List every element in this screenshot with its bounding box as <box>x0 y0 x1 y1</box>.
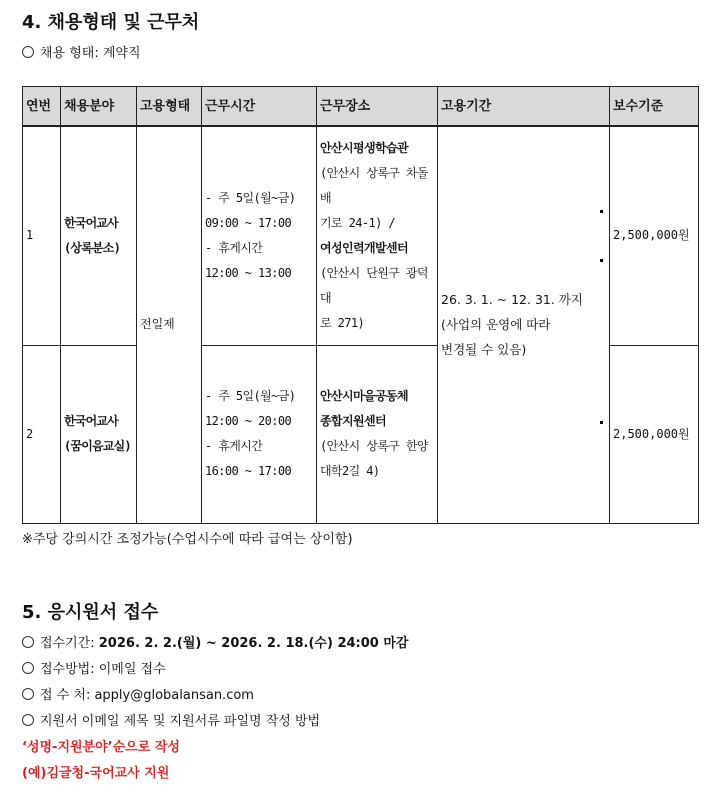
header-pay: 보수기준 <box>610 87 699 127</box>
pay-cell: 2,500,000원 <box>610 345 699 523</box>
row-no: 1 <box>23 126 61 345</box>
naming-text: 지원서 이메일 제목 및 지원서류 파일명 작성 방법 <box>40 714 321 729</box>
period-value: 26. 3. 1. ~ 12. 31. 까지 <box>441 292 583 308</box>
field-title: 한국어교사 <box>64 414 118 428</box>
table-header-row <box>23 87 699 127</box>
place-name: 안산시평생학습관 <box>320 140 408 155</box>
place-address: (안산시 상록구 한양 <box>320 439 428 453</box>
hours-line: - 주 5일(월~금) <box>205 190 296 205</box>
hours-line: 12:00 ~ 20:00 <box>205 414 292 428</box>
place-address: (안산시 단원구 광덕대 <box>320 265 428 305</box>
header-form: 고용형태 <box>137 87 202 127</box>
circle-bullet-icon <box>22 688 34 700</box>
employment-form-cell: 전일제 <box>137 126 202 523</box>
place-address: (안산시 상록구 차돌배 <box>320 165 428 205</box>
circle-bullet-icon <box>22 636 34 648</box>
hours-line: 12:00 ~ 13:00 <box>205 265 292 280</box>
hours-line: - 휴게시간 <box>205 240 263 255</box>
recruitment-table <box>22 86 699 524</box>
field-branch: (꿈이음교실) <box>64 439 131 453</box>
circle-bullet-icon <box>22 46 34 58</box>
naming-example: (예)김글청-국어교사 지원 <box>22 766 170 781</box>
period-line <box>22 632 408 651</box>
naming-rule: ‘성명-지원분야’순으로 작성 <box>22 740 180 755</box>
bullet-dot-icon <box>600 421 603 424</box>
place-name: 안산시마을공동체 <box>320 389 408 403</box>
place-address: 대학2길 4) <box>320 464 380 478</box>
header-no: 연번 <box>23 87 61 127</box>
place-cell <box>317 126 438 345</box>
section5-title: 5. 응시원서 접수 <box>22 602 159 623</box>
place-cell <box>317 345 438 523</box>
hours-line: 16:00 ~ 17:00 <box>205 464 292 478</box>
field-branch: (상록분소) <box>64 240 121 255</box>
row-field <box>61 126 137 345</box>
period-cell <box>438 126 610 523</box>
header-period: 고용기간 <box>438 87 610 127</box>
header-field: 채용분야 <box>61 87 137 127</box>
employment-type: 채용 형태: 계약직 <box>40 46 141 61</box>
hours-line: 09:00 ~ 17:00 <box>205 215 292 230</box>
place-name: 여성인력개발센터 <box>320 240 408 255</box>
hours-cell <box>202 345 317 523</box>
period-label: 접수기간: <box>40 636 95 651</box>
period-note: 변경될 수 있음) <box>441 342 527 358</box>
place-address: 로 271) <box>320 315 365 330</box>
header-hours: 근무시간 <box>202 87 317 127</box>
bullet-dot-icon <box>600 259 603 262</box>
table-note: ※주당 강의시간 조정가능(수업시수에 따라 급여는 상이함) <box>22 532 353 547</box>
period-note: (사업의 운영에 따라 <box>441 317 551 333</box>
place-address: 기로 24-1) / <box>320 215 395 230</box>
method-line <box>22 658 166 677</box>
address-line <box>22 684 254 703</box>
hours-cell <box>202 126 317 345</box>
method-text: 접수방법: 이메일 접수 <box>40 662 166 677</box>
row-field <box>61 345 137 523</box>
field-title: 한국어교사 <box>64 215 118 230</box>
row-no: 2 <box>23 345 61 523</box>
period-value-text: 2026. 2. 2.(월) ~ 2026. 2. 18.(수) 24:00 마감 <box>98 636 409 651</box>
address-text: 접 수 처: apply@globalansan.com <box>40 688 254 703</box>
pay-cell: 2,500,000원 <box>610 126 699 345</box>
place-name: 종합지원센터 <box>320 414 386 428</box>
employment-type-line <box>22 42 141 61</box>
header-place: 근무장소 <box>317 87 438 127</box>
circle-bullet-icon <box>22 714 34 726</box>
section4-title: 4. 채용형태 및 근무처 <box>22 12 200 33</box>
table-row <box>23 126 699 345</box>
circle-bullet-icon <box>22 662 34 674</box>
hours-line: - 주 5일(월~금) <box>205 389 296 403</box>
hours-line: - 휴게시간 <box>205 439 263 453</box>
bullet-dot-icon <box>600 210 603 213</box>
naming-line <box>22 710 320 729</box>
